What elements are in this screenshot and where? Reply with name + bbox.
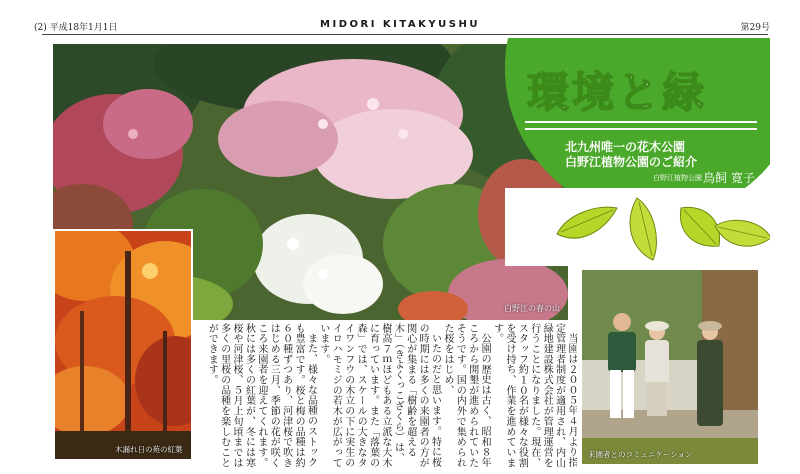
visitor-communication-photo [582,270,758,464]
visitor-communication-illustration [582,270,758,464]
article-paragraph: いたのだと思います。特に桜の時期には多くの来園者の方が関心が集まる「樹齢を超える木」（きよくっこざくら）は、樹高７ｍほどもある立派な大木に育っています。また「落葉の森」では、スケールの大きなタイワンフウの木立の下に実生のイロハモミジの若木が広がっています。 [317,323,441,468]
issue-date: (2) 平成18年1月1日 [34,23,118,33]
spring-photo-caption: 白野江の春の山 [504,304,560,313]
article-paragraph: また、様々な品種のストックも豊富です。桜と梅の品種は約６０種ずつあり、河津桜で吹きはじめる三月、季節の花が咲くころ来園者を迎えてくれます。秋には多くの紅葉が、冬には寒桜や河津桜、５月上旬頃までは多くの里桜の品種を楽しむことができます。 [206,323,317,468]
header-rule [42,34,768,35]
author-affiliation: 白野江植物公園 [653,174,702,182]
people-photo-caption: 来園者とのコミュニケーション [588,450,693,459]
title-underline [525,121,757,123]
article-paragraph: 公園の歴史は古く、昭和８年ころから開墾が進められていたそうです。国の内外で集められた桜をはじめ、 [441,323,491,468]
author-name: 鳥飼 寛子 [703,171,755,185]
autumn-foliage-illustration [55,231,193,461]
autumn-photo-caption: 木漏れ日の苑の紅葉 [115,445,183,454]
article-paragraph: 当園は２００５年４月より指定管理者制度が適用され、内山緑地建設株式会社が管理運営を行うことになりました。現在、スタッフ約１０名が様々な役割を受け持ち、作業を進めています。 [491,323,577,468]
feature-title: 環境と緑 [527,68,708,117]
feature-subtitle-2: 白野江植物公園のご紹介 [565,155,698,169]
page-header [0,0,800,38]
issue-number: 第29号 [740,23,770,33]
publication-name: MIDORI KITAKYUSHU [320,19,480,30]
article-body [197,323,577,468]
feature-subtitle-1: 北九州唯一の花木公園 [565,140,686,154]
title-underline-2 [525,128,757,130]
autumn-foliage-photo [53,229,193,461]
feature-title-panel [505,38,770,266]
